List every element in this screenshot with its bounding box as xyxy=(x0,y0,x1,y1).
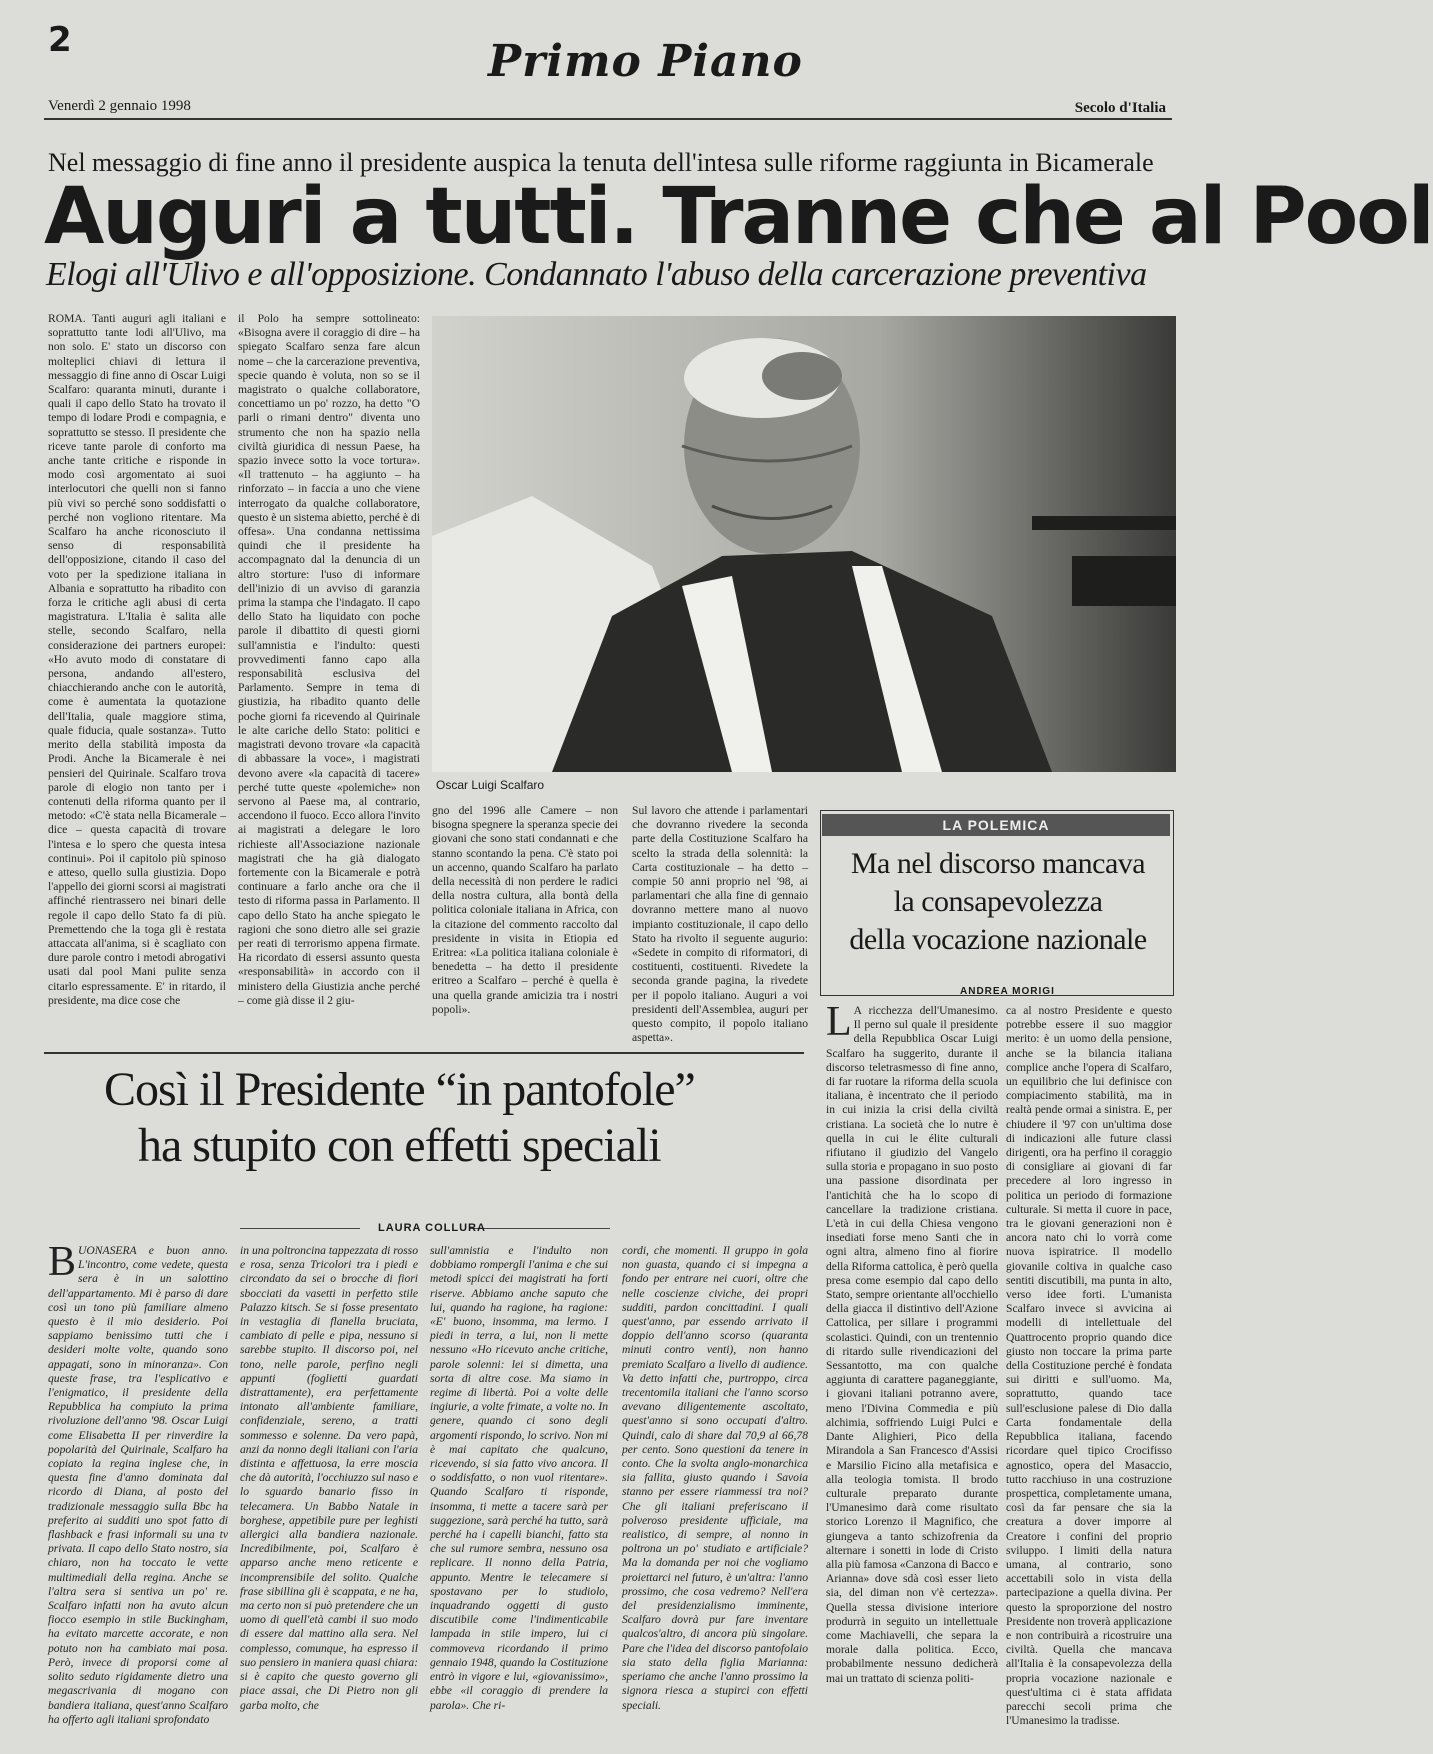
kicker: Nel messaggio di fine anno il presidente auspica la tenuta dell'intesa sulle riforme raggiunta in Bicamerale xyxy=(48,148,1154,177)
polemica-label: LA POLEMICA xyxy=(822,814,1170,836)
second-column-1 xyxy=(48,1239,228,1736)
date-line: Venerdì 2 gennaio 1998 xyxy=(48,98,191,114)
polemica-column-1 xyxy=(826,999,998,1736)
section-title: Primo Piano xyxy=(488,36,803,87)
byline-rule-right xyxy=(470,1228,610,1229)
drop-cap: L xyxy=(826,999,852,1045)
scalfaro-photo xyxy=(432,316,1176,772)
column-text: cordi, che momenti. Il gruppo in gola non guasta, quando ci si impegna a fondo per entrare nei cuori, oltre che nelle coscienze civiche, dei propri sudditi, pardon concittadini. I quali quest'anno, par essendo arrivato il doppio dell'anno scorso (quaranta minuti contro venti), non hanno premiato Scalfaro a livello di audience. Va detto infatti che, purtroppo, circa trecentomila italiani che l'anno scorso avevano diligentemente ascoltato, quest'anno si sono occupati d'altro. Quindi, calo di share dal 70,9 al 66,78 per cento. Sono questioni da tenere in conto. Che la svolta anglo-monarchica sia fallita, giusto quando i Savoia stanno per essere riammessi tra noi? Che gli italiani preferiscano il polveroso presidente ufficiale, ma realistico, di sempre, al nonno in poltrona un po' studiato e artificiale? Ma la domanda per noi che vogliamo proiettarci nel futuro, è un'altra: l'anno prossimo, che cosa vedremo? Nell'era del presidenzialismo imminente, Scalfaro dovrà pur fare inventare qualcos'altro, di ancora più singolare. Pare che l'idea del discorso pantofolaio sia stato della figlia Marianna: speriamo che anche l'anno prossimo la signora riesca a stupirci con effetti speciali. xyxy=(622,1244,808,1712)
column-body: UONASERA e buon anno. L'incontro, come vedete, questa sera è in un salottino dell'appartamento. Mi è parso di dare così un tono più familiare almeno questo è il mio desiderio. Poi sappiamo benissimo tutti che i desideri molte volte, quando sono appagati, sono in minoranza». Con queste frase, tra l'esplicativo e l'enigmatico, il presidente della Repubblica ha compiuto la prima rivoluzione dell'anno '98. Oscar Luigi come Elisabetta II per rinverdire la popolarità del Quirinale, Scalfaro ha copiato la regina inglese che, in questa fine d'anno dominata dal ricordo di Diana, al posto del tradizionale messaggio sulla Bbc ha preferito ai sudditi uno spot fatto di flashback e frasi informali su una tv privata. Il capo dello Stato nostro, sia chiaro, non ha toccato le vette multimediali della regina. Anche se l'altra sera si sentiva un po' re. Scalfaro infatti non ha avuto alcun fiocco esempio in stile Buckingham, ha evitato marcette accorate, e non potuto non ha cambiato mai posa. Però, invece di proporsi come al solito seduto rigidamente dietro una megascrivania di mogano con bandiera italiana, quest'anno Scalfaro ha offerto agli italiani sprofondato xyxy=(48,1244,228,1726)
column-text: in una poltroncina tappezzata di rosso e rosa, senza Tricolori tra i piedi e circondato da sei o brocche di fiori sbocciati da vasetti in perfetto stile Palazzo kitsch. Se si fosse presentato in vestaglia di flanella bruciata, cambiato di pelle e pipa, nessuno si sarebbe stupito. Il discorso poi, nel tono, nelle parole, perfino negli appunti (foglietti guardati distrattamente), era perfettamente intonato all'ambiente familiare, confidenziale, sereno, a tratti sommesso e solenne. Da vero papà, anzi da nonno degli italiani con l'aria distinta e affettuosa, la erre moscia che dà autorità, l'occhiuzzo sul naso e lo sguardo banario fisso in telecamera. Un Babbo Natale in borghese, appetibile pure per leghisti allergici alla bandiera nazionale. Incredibilmente, poi, Scalfaro è apparso anche meno reticente e incomprensibile del solito. Qualche frase sibillina gli è scappata, e ne ha, ma certo non si può pretendere che un uomo di quell'età cambi il suo modo di essere dal mattino alla sera. Nel complesso, comunque, ha espresso il suo pensiero in maniera quasi chiara: si è capito che questo governo gli piace assai, che Di Pietro non gli garba molto, che xyxy=(240,1244,418,1712)
portrait-image xyxy=(432,316,1176,772)
article-column-4 xyxy=(632,804,808,1046)
second-headline-1: Così il Presidente “in pantofole” xyxy=(104,1063,695,1116)
second-column-2 xyxy=(240,1244,418,1736)
section-rule xyxy=(44,1052,804,1054)
polemica-title-3: della vocazione nazionale xyxy=(849,923,1147,956)
article-column-3 xyxy=(432,804,618,1046)
polemica-title-1: Ma nel discorso mancava xyxy=(850,847,1146,880)
header-rule xyxy=(44,118,1172,120)
column-text: ROMA. Tanti auguri agli italiani e soprattutto tante lodi all'Ulivo, ma non solo. E' stato un discorso con molteplici chiavi di lettura il messaggio di fine anno di Oscar Luigi Scalfaro: quaranta minuti, durante i quali il capo dello Stato ha trovato il tempo di lodare Prodi e compagnia, e soprattutto se stesso. Il presidente che riceve tante parole di conforto ma anche tante critiche e risponde in modo così argomentato ai suoi interlocutori che quelli non si fanno più vivi so perché sono soddisfatti o perché non vogliono ritentare. Ma Scalfaro ha anche riconosciuto il senso di responsabilità dell'opposizione, citando il caso del voto per la spedizione italiana in Albania e soprattutto ha ribadito con forza le critiche agli abusi di certa magistratura. L'Italia è salita alle stelle, secondo Scalfaro, nella considerazione dei partners europei: «Ho avuto modo di constatare di persona, andando all'estero, chiacchierando anche con le autorità, come è aumentata la quotazione dell'Italia, quale maggiore stima, quale fiducia, quale sostanza». Tutto merito della stabilità imposta da Prodi. Anche la Bicamerale è nei pensieri del Quirinale. Scalfaro trova parole di elogio non tanto per i contenuti della riforma quanto per il metodo: «C'è stata nella Bicamerale – dice – questa capacità di trovare l'intesa e lo spero che questa intesa continui». Poi il capitolo più spinoso e atteso, quello sulla giustizia. Dopo l'appello dei giorni scorsi ai magistrati affinché rientrassero nei binari delle regole il capo dello Stato fa di più. Premettendo che la toga gli è restata attaccata all'anima, si è scagliato con dure parole contro i metodi abrogativi usati dal pool Mani pulite senza citarlo espressamente. E' in ritardo, il presidente, ma dice cose che xyxy=(48,312,226,1007)
second-byline: LAURA COLLURA xyxy=(378,1222,486,1234)
column-text xyxy=(826,999,998,1686)
subheadline: Elogi all'Ulivo e all'opposizione. Condannato l'abuso della carcerazione preventiva xyxy=(46,256,1147,293)
second-column-3 xyxy=(430,1244,608,1736)
main-headline: Auguri a tutti. Tranne che al Pool xyxy=(44,172,1433,262)
byline-rule-left xyxy=(240,1228,360,1229)
column-body: A ricchezza dell'Umanesimo. Il perno sul quale il presidente della Repubblica Oscar Luigi Scalfaro ha suggerito, durante il discorso teletrasmesso di fine anno, di far ruotare la riforma della scuola italiana, è incentrato che il periodo in cui inizia la crisi della civiltà cristiana. La società che lo nutre è quella in cui le élite culturali rifiutano il giudizio del Vangelo sulla storia e propagano in suo posto una passione disordinata per l'antichità che ha lo scopo di cancellare la tradizione cristiana. L'età in cui della Chiesa vengono insediati forse meno Santi che in ogni altra, almeno fino al fiorire della Riforma cattolica, è però quella presa come esempio dal capo dello Stato, sempre orientante all'occhiello della giacca il distintivo dell'Azione Cattolica, per sillare i programmi scolastici. Quindi, con un trentennio di ritardo sulle rivendicazioni del Sessantotto, ma con qualche aggiunta di carattere paganeggiante, i giovani italiani potranno avere, meno l'Divina Commedia e più alchimia, soffriendo Luigi Pulci e Dante Alighieri, Pico della Mirandola a San Francesco d'Assisi e Marsilio Ficino alla metafisica e alla teologia tomista. Il brodo culturale preparato durante l'Umanesimo darà come risultato storico Lorenzo il Magnifico, che giungeva a tanto schizofrenia da alternare i sonetti in lode di Cristo alla più famosa «Canzona di Bacco e Arianna» dove sdà così esser lieto sia, del diman non v'è certezza». Quella stessa divisione interiore produrrà in seguito un intellettuale come Machiavelli, che separa la morale dalla politica. Ecco, probabilmente nessuno dedicherà mai un trattato di scienza politi- xyxy=(826,1004,998,1685)
article-column-1 xyxy=(48,312,226,1046)
second-column-4 xyxy=(622,1244,808,1736)
column-text: gno del 1996 alle Camere – non bisogna spegnere la speranza specie dei giovani che sono stati condannati e che stanno scontando la pena. C'è stato poi un accenno, quando Scalfaro ha parlato della necessità di non perdere le radici della nostra cultura, alla bontà della politica coloniale italiana in Africa, con la citazione del commento raccolto dal presidente in visita in Etiopia ed Eritrea: «La politica italiana coloniale è benedetta – ha detto il presidente eritreo a Scalfaro – perché è quella è una quella grande amicizia tra i nostri popoli». xyxy=(432,804,618,1016)
column-text: ca al nostro Presidente e questo potrebbe essere il suo maggior merito: è un uomo della pensione, anche se la bilancia italiana complice anche l'opera di Scalfaro, un equilibrio che lui definisce con compiacimento stabilità, ma in realtà pende ormai a sinistra. E, per chiudere il '97 con un'ultima dose di indicazioni alle future classi dirigenti, ora ha perfino il coraggio di consigliare ai giovani di far precedere al loro ingresso in politica un periodo di formazione culturale. Si metta il cuore in pace, tra le giovani generazioni non è ancora nato chi lo vorrà come nuova ispiratrice. Il modello giovanile coltiva in qualche caso sentiti discutibili, ma punta in alto, verso idee forti. L'umanista Scalfaro invece si avvicina ai modelli di intellettuale del Quattrocento proprio quando dice giusto non toccare la prima parte della Costituzione perché è fondata sui diritti e sull'uomo. Ma, soprattutto, quando tace sull'esclusione palese di Dio dalla Carta fondamentale della Repubblica italiana, facendo ricordare quel tipico Crocifisso agnostico, opera del Masaccio, tutto racchiuso in una costruzione prospettica, completamente umana, così da far pensare che sia la creatura a dover imporre al Creatore i confini del proprio sviluppo. I limiti della natura umana, al contrario, sono accettabili solo in vista della partecipazione a quella divina. Per questo la sproporzione del nostro Presidente non troverà applicazione e non contribuirà a ricostruire una civiltà. Quella che mancava all'Italia è la consapevolezza della propria vocazione nazionale e quest'ultima ci è stata affidata parecchi secoli prima che l'Umanesimo la tradisse. xyxy=(1006,1004,1172,1728)
photo-caption: Oscar Luigi Scalfaro xyxy=(436,778,545,792)
polemica-byline: ANDREA MORIGI xyxy=(960,986,1055,997)
newspaper-name: Secolo d'Italia xyxy=(1074,100,1166,116)
column-text: il Polo ha sempre sottolineato: «Bisogna avere il coraggio di dire – ha spiegato Scalfaro senza fare alcun nome – che la carcerazione preventiva, specie quando è voluta, non so se il magistrato o qualche collaboratore, concettiamo un po' rozzo, ha detto "O parli o rimani dentro" diventa uno strumento che non ha spazio nella civiltà giuridica di nessun Paese, ha spazio invece sotto la voce tortura». «Il trattenuto – ha aggiunto – ha rinforzato – in faccia a uno che viene interrogato da qualche collaboratore, questo è un sistema abietto, perché è di offesa». Una condanna nettissima quindi che il presidente ha accompagnato dal la denuncia di un altro storture: l'uso di informare dell'inizio di un avviso di garanzia prima la stampa che l'indagato. Il capo dello Stato ha liquidato con poche parole il dibattito di questi giorni sull'amnistia e l'indulto: questi provvedimenti fanno capo alla responsabilità esclusiva del Parlamento. Sempre in tema di giustizia, ha ribadito quanto delle poche giorni fa ricevendo al Quirinale le alte cariche dello Stato: politici e magistrati devono trovare «la capacità di abbassare la voce», i magistrati devono avere «la capacità di tacere» perché tutte queste «polemiche» non servono al Paese ma, al contrario, accendono il fuoco. Ecco allora l'invito ai magistrati a delegare le loro richieste all'Associazione nazionale magistrati che ha già dialogato fortemente con la Bicamerale e potrà continuare a farlo anche ora che il testo di riforma passa in Parlamento. Il capo dello Stato ha anche spiegato le ragioni che sono dietro alle sei grazie per reati di terrorismo appena firmate. Ha ricordato di essersi assunto questa «responsabilità» in accordo con il ministero della Giustizia anche perché – come già disse il 2 giu- xyxy=(238,312,420,1007)
polemica-column-2 xyxy=(1006,1004,1172,1736)
second-headline-2: ha stupito con effetti speciali xyxy=(138,1119,661,1172)
page-number: 2 xyxy=(48,20,72,60)
column-text: Sul lavoro che attende i parlamentari che dovranno rivedere la seconda parte della Costituzione Scalfaro ha scelto la strada della solennità: la Carta costituzionale – ha detto – compie 50 anni proprio nel '98, ai parlamentari che alla fine di gennaio dovranno mettere mano al nuovo impianto costituzionale, il capo dello Stato ha rivolto il seguente augurio: «Sedete in compito di riformatori, di costituenti, costituenti. Rivedete la seconda grande pagina, la rivedete per il popolo italiano. Auguri a voi presidenti dell'Assemblea, auguri per questo compito, il popolo italiano aspetta». xyxy=(632,804,808,1045)
polemica-title-2: la consapevolezza xyxy=(893,885,1103,918)
column-text xyxy=(48,1239,228,1727)
drop-cap: B xyxy=(48,1239,77,1285)
column-text: sull'amnistia e l'indulto non dobbiamo rompergli l'anima e che sui metodi spicci dei magistrati ha forti riserve. Abbiamo anche saputo che lui, quando ha ragione, ha ragione: «E' buono, insomma, ma lermo. I piedi in terra, a lui, non li mette nessuno «Ho ricevuto anche critiche, parole solenni: lei si dimetta, una sorta di altre cose. Ma siamo in regime di libertà. Poi a volte delle ingiurie, a volte frimate, a volte no. In genere, quando ci sono degli argomenti rispondo, lo scrivo. Non mi è mai capitato che qualcuno, ricevendo, si sia fatto vivo ancora. Il o soddisfatto, o non vuol ritentare». Quando Scalfaro ti risponde, insomma, ti mette a tacere sarà per suggezione, sarà perché ha tutto, sarà perché ha i capelli bianchi, fatto sta che sul rumore sembra, nessuno osa replicare. Il nonno della Patria, appunto. Mentre le telecamere si spostavano per lo studiolo, inquadrando oggetti di gusto discutibile come l'indimenticabile lampada in stile impero, lui ci commoveva ricordando il primo gennaio 1948, quando la Costituzione entrò in vigore e lui, «giovanissimo», ebbe «il coraggio di prendere la parola». Che ri- xyxy=(430,1244,608,1712)
article-column-2 xyxy=(238,312,420,1046)
